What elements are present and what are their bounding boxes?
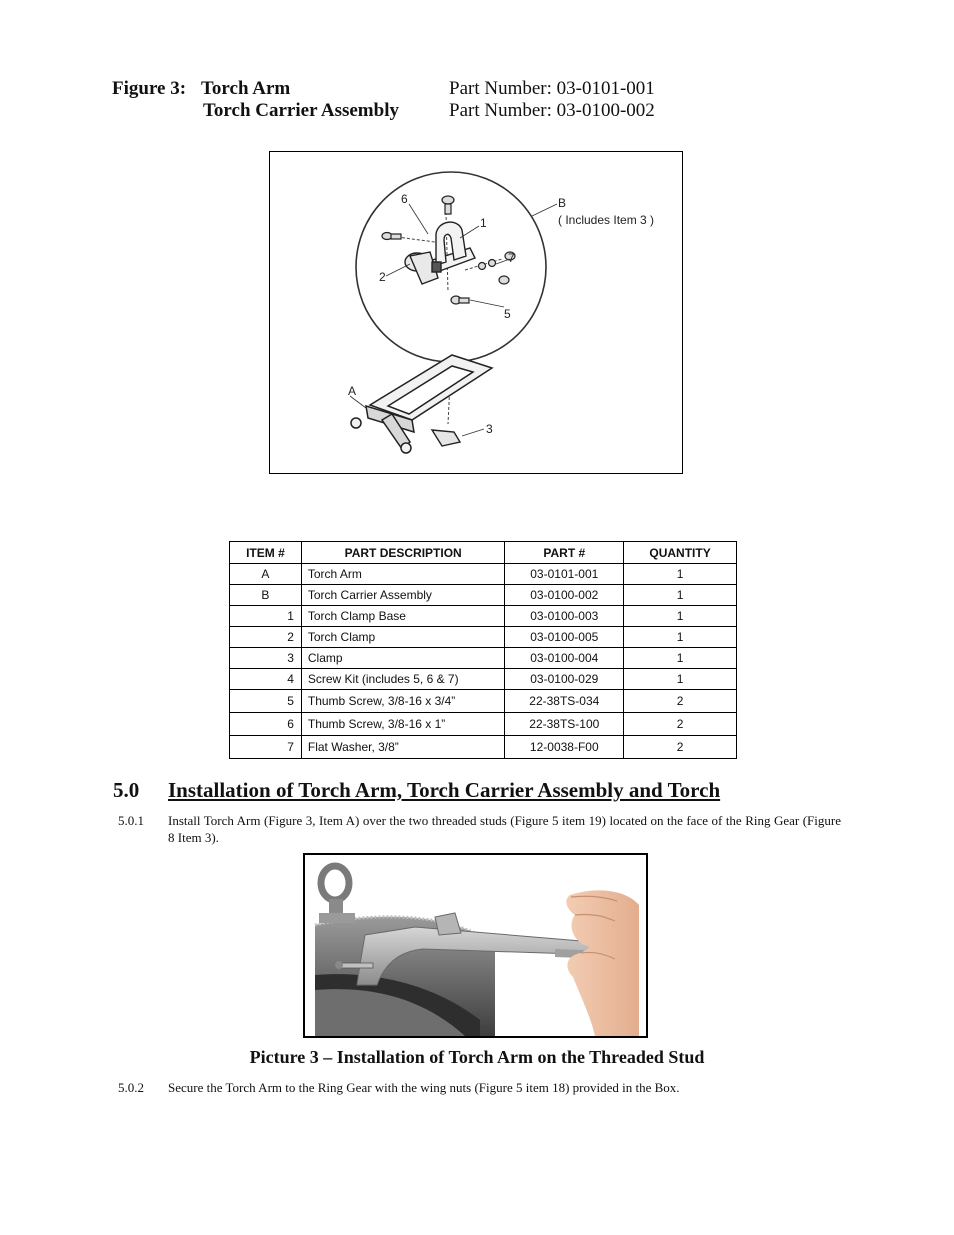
table-row	[230, 606, 737, 627]
thumb-screw-left	[382, 233, 401, 240]
cell-description: Torch Arm	[301, 564, 505, 585]
cell-item: 5	[230, 690, 302, 713]
col-header-quantity: QUANTITY	[624, 542, 737, 564]
cell-quantity: 2	[624, 713, 737, 736]
cell-quantity: 1	[624, 648, 737, 669]
diagram-svg	[270, 152, 681, 472]
figure-item1-part: Part Number: 03-0101-001	[449, 78, 655, 99]
clamp-item-3	[432, 430, 460, 446]
cell-description: Torch Clamp Base	[301, 606, 505, 627]
table-row	[230, 690, 737, 713]
cell-item: 4	[230, 669, 302, 690]
cell-item: A	[230, 564, 302, 585]
step-number: 5.0.2	[118, 1080, 144, 1095]
table-row	[230, 736, 737, 759]
table-row	[230, 713, 737, 736]
figure-item2-part: Part Number: 03-0100-002	[449, 100, 655, 121]
step-text: Secure the Torch Arm to the Ring Gear with the wing nuts (Figure 5 item 18) provided in the Box.	[168, 1080, 680, 1095]
callout-7: 7	[508, 251, 515, 265]
cell-description: Torch Clamp	[301, 627, 505, 648]
col-header-description: PART DESCRIPTION	[301, 542, 505, 564]
callout-1: 1	[480, 216, 487, 230]
callout-6: 6	[401, 192, 408, 206]
cell-part: 03-0101-001	[505, 564, 624, 585]
cell-quantity: 1	[624, 585, 737, 606]
figure-label: Figure 3:	[112, 78, 187, 99]
col-header-item: ITEM #	[230, 542, 302, 564]
exploded-diagram	[269, 151, 683, 474]
cell-item: 2	[230, 627, 302, 648]
callout-b: B	[558, 196, 567, 210]
table-row	[230, 627, 737, 648]
callout-2: 2	[379, 270, 386, 284]
parts-table	[229, 541, 737, 759]
figure-item1-name: Torch Arm	[201, 78, 291, 99]
table-row	[230, 669, 737, 690]
cell-description: Screw Kit (includes 5, 6 & 7)	[301, 669, 505, 690]
cell-description: Thumb Screw, 3/8-16 x 1”	[301, 713, 505, 736]
section-title: Installation of Torch Arm, Torch Carrier Assembly and Torch	[168, 778, 721, 802]
cell-quantity: 1	[624, 564, 737, 585]
table-row	[230, 564, 737, 585]
step-number: 5.0.1	[118, 813, 144, 828]
cell-description: Clamp	[301, 648, 505, 669]
cell-description: Torch Carrier Assembly	[301, 585, 505, 606]
cell-quantity: 2	[624, 736, 737, 759]
col-header-part: PART #	[505, 542, 624, 564]
cell-quantity: 2	[624, 690, 737, 713]
callout-5: 5	[504, 307, 511, 321]
cell-item: 1	[230, 606, 302, 627]
cell-item: 6	[230, 713, 302, 736]
axis-line-left	[397, 237, 435, 242]
section-number: 5.0	[113, 778, 140, 802]
table-row	[230, 648, 737, 669]
thumb-screw-top	[442, 196, 454, 214]
cell-part: 03-0100-003	[505, 606, 624, 627]
cell-description: Flat Washer, 3/8”	[301, 736, 505, 759]
photo-svg	[305, 855, 646, 1036]
torch-arm	[351, 355, 492, 453]
cell-part: 22-38TS-034	[505, 690, 624, 713]
callout-a: A	[348, 384, 357, 398]
cell-item: 7	[230, 736, 302, 759]
cell-quantity: 1	[624, 606, 737, 627]
cell-part: 12-0038-F00	[505, 736, 624, 759]
cell-part: 03-0100-002	[505, 585, 624, 606]
picture-caption: Picture 3 – Installation of Torch Arm on the Threaded Stud	[249, 1047, 705, 1067]
step-text: Install Torch Arm (Figure 3, Item A) over the two threaded studs (Figure 5 item 19) located on the face of the Ring Gear (Figure 8 Item 3).	[168, 813, 841, 845]
cell-quantity: 1	[624, 627, 737, 648]
cell-part: 22-38TS-100	[505, 713, 624, 736]
cell-part: 03-0100-029	[505, 669, 624, 690]
table-header-row	[230, 542, 737, 564]
table-row	[230, 585, 737, 606]
installation-photo	[303, 853, 648, 1038]
cell-description: Thumb Screw, 3/8-16 x 3/4”	[301, 690, 505, 713]
thumb-screw-bottom	[451, 296, 469, 304]
cell-part: 03-0100-005	[505, 627, 624, 648]
cell-part: 03-0100-004	[505, 648, 624, 669]
cell-item: 3	[230, 648, 302, 669]
cell-quantity: 1	[624, 669, 737, 690]
cell-item: B	[230, 585, 302, 606]
figure-item2-name: Torch Carrier Assembly	[203, 100, 399, 121]
callout-b-note: ( Includes Item 3 )	[558, 213, 655, 227]
callout-3: 3	[486, 422, 493, 436]
